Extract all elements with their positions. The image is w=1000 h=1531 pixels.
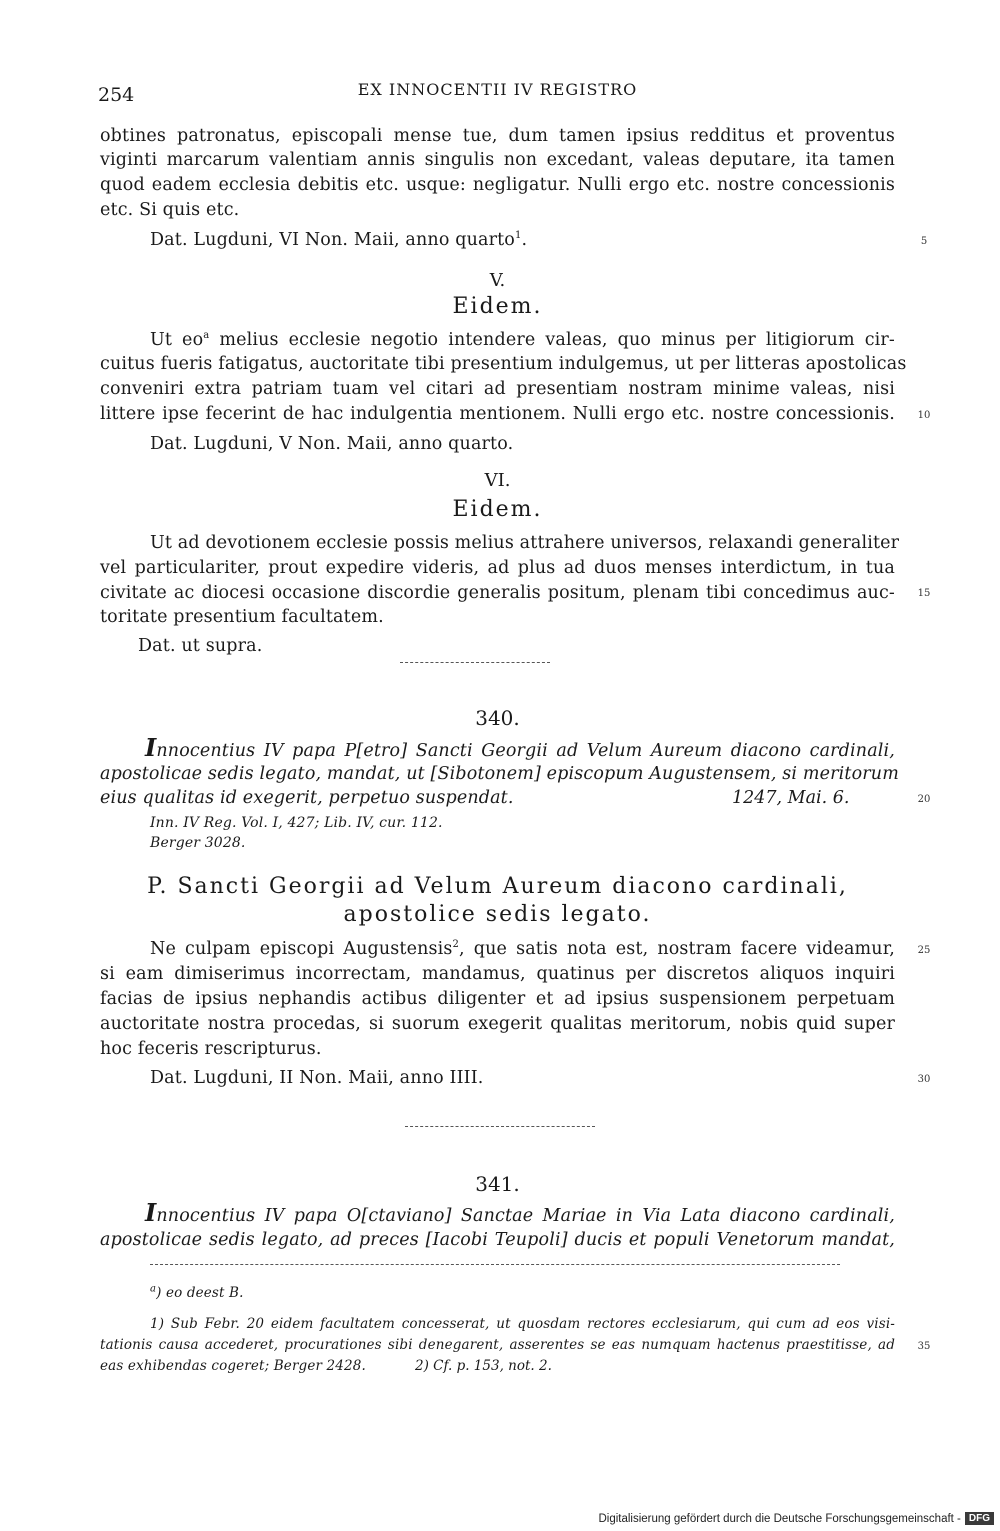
regest-summary: eius qualitas id exegerit, perpetuo suspendat. bbox=[100, 788, 514, 808]
text-line: quod eadem ecclesia debitis etc. usque: negligatur. Nulli ergo etc. nostre concessionis bbox=[100, 175, 895, 195]
footnote: tationis causa accederet, procurationes sibi denegarent, asserentes se eas numquam hactenus praestitisse, ad bbox=[100, 1337, 895, 1353]
regest-summary: Innocentius IV papa P[etro] Sancti Georgii ad Velum Aureum diacono cardinali, bbox=[145, 733, 895, 762]
text-line: auctoritate nostra procedas, si suorum exegerit qualitas meritorum, nobis quid super bbox=[100, 1014, 895, 1034]
text-line: viginti marcarum valentiam annis singulis non excedant, valeas deputare, ita tamen bbox=[100, 150, 895, 170]
text-line: vel particulariter, prout expedire videris, ad plus ad duos menses interdictum, in tua bbox=[100, 558, 895, 578]
text-line: facias de ipsius nephandis actibus diligenter et ad ipsius suspensionem perpetuam bbox=[100, 989, 895, 1009]
dfg-logo: DFG bbox=[965, 1512, 994, 1525]
line-number: 20 bbox=[917, 794, 931, 805]
section-title: Eidem. bbox=[452, 497, 543, 522]
dating-clause: Dat. Lugduni, V Non. Maii, anno quarto. bbox=[150, 434, 514, 454]
footnote: 1) Sub Febr. 20 eidem facultatem concesserat, ut quosdam rectores ecclesiarum, qui cum ad eos visi- bbox=[150, 1316, 895, 1332]
credit-text: Digitalisierung gefördert durch die Deutsche Forschungsgemeinschaft - bbox=[598, 1512, 961, 1525]
dating-clause: Dat. Lugduni, II Non. Maii, anno IIII. bbox=[150, 1068, 484, 1088]
regest-date: 1247, Mai. 6. bbox=[732, 788, 850, 808]
section-numeral: VI. bbox=[484, 470, 511, 491]
regest-summary: Innocentius IV papa O[ctaviano] Sanctae Mariae in Via Lata diacono cardinali, bbox=[145, 1198, 895, 1227]
text-line: Ut ad devotionem ecclesie possis melius attrahere universos, relaxandi generaliter bbox=[150, 533, 900, 553]
regest-summary: apostolicae sedis legato, mandat, ut [Sibotonem] episcopum Augustensem, si meritorum bbox=[100, 764, 899, 784]
text-line: civitate ac diocesi occasione discordie generalis positum, plenam tibi concedimus auc- bbox=[100, 583, 895, 603]
address-line: apostolice sedis legato. bbox=[343, 902, 652, 927]
line-number: 15 bbox=[917, 588, 931, 599]
section-numeral: V. bbox=[489, 270, 506, 291]
dating-clause: Dat. ut supra. bbox=[138, 636, 263, 656]
line-number: 35 bbox=[917, 1341, 931, 1352]
text-line: obtines patronatus, episcopali mense tue, dum tamen ipsius redditus et proventus bbox=[100, 126, 895, 146]
dating-clause: Dat. Lugduni, VI Non. Maii, anno quarto$^1$. bbox=[150, 230, 528, 250]
running-title: EX INNOCENTII IV REGISTRO bbox=[357, 80, 638, 99]
text-line: toritate presentium facultatem. bbox=[100, 607, 384, 627]
text-line: Ut $eo^a$ melius ecclesie negotio intendere valeas, quo minus per litigiorum cir- bbox=[150, 330, 895, 350]
line-number: 5 bbox=[920, 236, 928, 247]
digitization-credit bbox=[598, 1512, 994, 1525]
text-line: conveniri extra patriam tuam vel citari ad presentiam nostram minime valeas, nisi bbox=[100, 379, 895, 399]
line-number: 30 bbox=[917, 1074, 931, 1085]
text-line: si eam dimiserimus incorrectam, mandamus, quatinus per discretos aliquos inquiri bbox=[100, 964, 895, 984]
footnote: $^a$) eo deest B. bbox=[150, 1283, 244, 1301]
footnote: eas exhibendas cogeret; Berger 2428. bbox=[100, 1358, 366, 1374]
separator bbox=[405, 1126, 595, 1127]
text-line: littere ipse fecerint de hac indulgentia mentionem. Nulli ergo etc. nostre concessionis. bbox=[100, 404, 895, 424]
address-line: P. Sancti Georgii ad Velum Aureum diacono cardinali, bbox=[147, 874, 848, 899]
text-line: Ne culpam episcopi Augustensis$^2$, que satis nota est, nostram facere videamur, bbox=[150, 939, 895, 959]
regest-summary: apostolicae sedis legato, ad preces [Iacobi Teupoli] ducis et populi Venetorum mandat, bbox=[100, 1230, 895, 1250]
source-reference: Berger 3028. bbox=[150, 835, 246, 851]
footnote-separator bbox=[150, 1264, 840, 1265]
entry-number: 340. bbox=[475, 706, 520, 730]
text-line: hoc feceris rescripturus. bbox=[100, 1039, 322, 1059]
text-line: cuitus fueris fatigatus, auctoritate tibi presentium indulgemus, ut per litteras apostolicas bbox=[100, 354, 907, 374]
separator bbox=[400, 662, 550, 663]
text-line: etc. Si quis etc. bbox=[100, 200, 240, 220]
entry-number: 341. bbox=[475, 1172, 520, 1196]
source-reference: Inn. IV Reg. Vol. I, 427; Lib. IV, cur. 112. bbox=[150, 815, 443, 831]
line-number: 10 bbox=[917, 410, 931, 421]
section-title: Eidem. bbox=[452, 294, 543, 319]
footnote: 2) Cf. p. 153, not. 2. bbox=[415, 1358, 552, 1374]
page-number: 254 bbox=[98, 84, 135, 106]
line-number: 25 bbox=[917, 945, 931, 956]
